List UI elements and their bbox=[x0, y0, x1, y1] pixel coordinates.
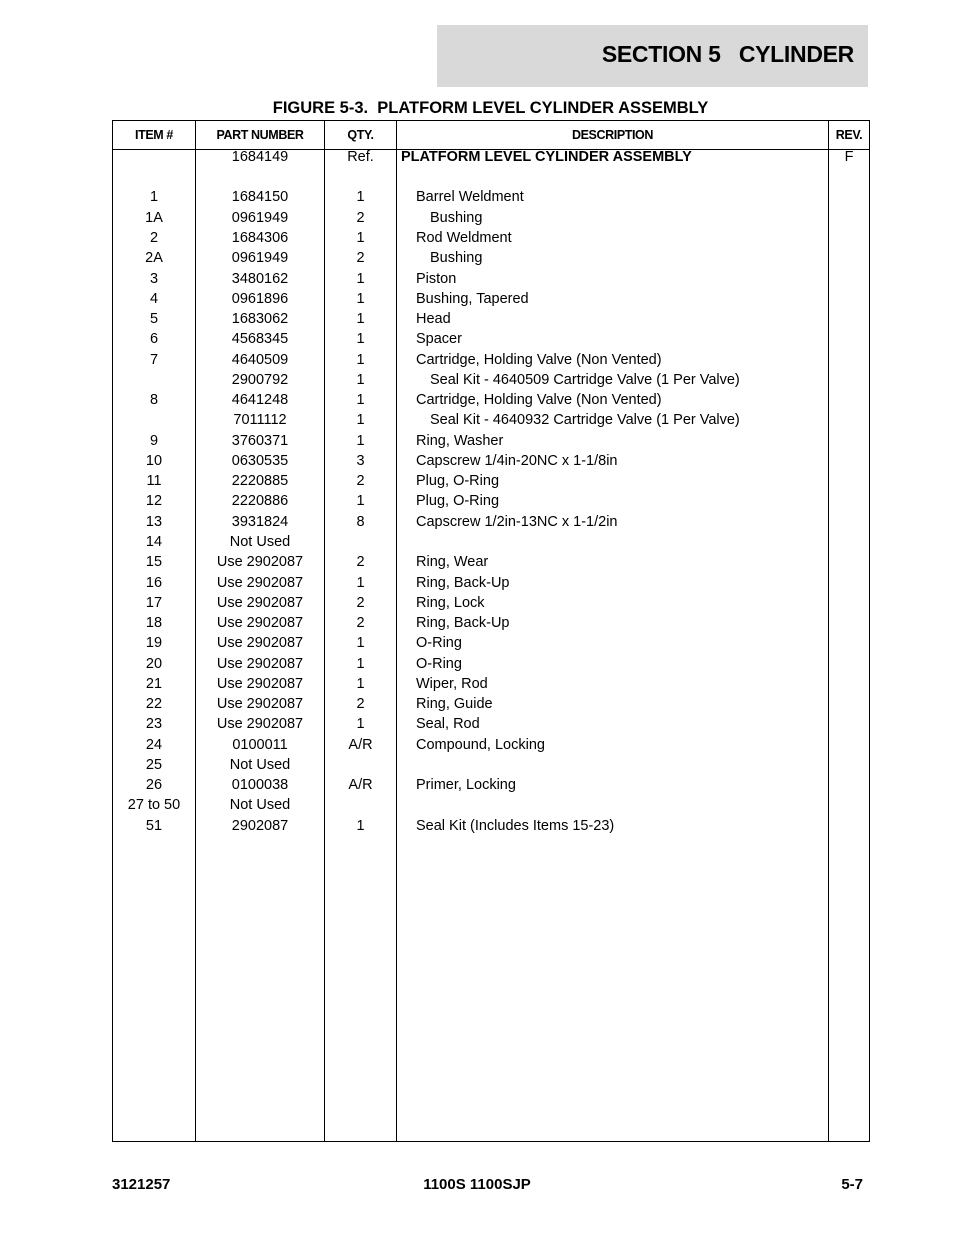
quantity: 1 bbox=[356, 230, 365, 246]
table-row bbox=[113, 532, 869, 552]
table-row bbox=[113, 431, 869, 451]
description: Ring, Wear bbox=[416, 554, 489, 570]
part-number: Use 2902087 bbox=[216, 575, 304, 591]
part-number: 1684306 bbox=[231, 230, 289, 246]
quantity: 1 bbox=[356, 656, 365, 672]
part-number: Use 2902087 bbox=[216, 635, 304, 651]
table-row bbox=[113, 633, 869, 653]
item-number: 6 bbox=[149, 331, 159, 347]
section-banner bbox=[437, 25, 868, 87]
part-number: Use 2902087 bbox=[216, 554, 304, 570]
description: Head bbox=[416, 311, 451, 327]
table-row bbox=[113, 694, 869, 714]
part-number: 1684149 bbox=[231, 149, 289, 165]
part-number: 1684150 bbox=[231, 189, 289, 205]
description: Compound, Locking bbox=[416, 737, 545, 753]
part-number: 2220886 bbox=[231, 493, 289, 509]
description: Ring, Lock bbox=[416, 595, 485, 611]
description: Seal Kit - 4640509 Cartridge Valve (1 Per Valve) bbox=[430, 372, 740, 388]
quantity: 1 bbox=[356, 493, 365, 509]
item-number: 9 bbox=[149, 433, 159, 449]
item-number: 8 bbox=[149, 392, 159, 408]
part-number: Not Used bbox=[229, 757, 291, 773]
table-row bbox=[113, 147, 869, 167]
quantity: 1 bbox=[356, 291, 365, 307]
item-number: 5 bbox=[149, 311, 159, 327]
table-row bbox=[113, 289, 869, 309]
table-row bbox=[113, 795, 869, 815]
table-row bbox=[113, 228, 869, 248]
item-number: 51 bbox=[145, 818, 163, 834]
quantity: 8 bbox=[356, 514, 365, 530]
part-number: 0961949 bbox=[231, 210, 289, 226]
part-number: 4568345 bbox=[231, 331, 289, 347]
description: Rod Weldment bbox=[416, 230, 512, 246]
quantity: 2 bbox=[356, 615, 365, 631]
part-number: 2220885 bbox=[231, 473, 289, 489]
quantity: 1 bbox=[356, 352, 365, 368]
quantity: A/R bbox=[348, 777, 373, 793]
table-row bbox=[113, 248, 869, 268]
description: Seal Kit (Includes Items 15-23) bbox=[416, 818, 615, 834]
part-number: 3480162 bbox=[231, 271, 289, 287]
part-number: 4640509 bbox=[231, 352, 289, 368]
item-number: 27 to 50 bbox=[127, 797, 181, 813]
table-row bbox=[113, 187, 869, 207]
table-row bbox=[113, 471, 869, 491]
description: Piston bbox=[416, 271, 457, 287]
header-qty: QTY. bbox=[347, 128, 374, 142]
item-number: 26 bbox=[145, 777, 163, 793]
table-row bbox=[113, 613, 869, 633]
table-row bbox=[113, 735, 869, 755]
quantity: 1 bbox=[356, 676, 365, 692]
quantity: 1 bbox=[356, 575, 365, 591]
item-number: 1 bbox=[149, 189, 159, 205]
part-number: 0100038 bbox=[231, 777, 289, 793]
part-number: Use 2902087 bbox=[216, 716, 304, 732]
description: Cartridge, Holding Valve (Non Vented) bbox=[416, 352, 662, 368]
quantity: 1 bbox=[356, 311, 365, 327]
part-number: 4641248 bbox=[231, 392, 289, 408]
description: Wiper, Rod bbox=[416, 676, 488, 692]
table-row bbox=[113, 370, 869, 390]
quantity: 3 bbox=[356, 453, 365, 469]
description: Capscrew 1/2in-13NC x 1-1/2in bbox=[416, 514, 618, 530]
part-number: Use 2902087 bbox=[216, 615, 304, 631]
quantity: 1 bbox=[356, 412, 365, 428]
table-row bbox=[113, 816, 869, 836]
quantity: 2 bbox=[356, 554, 365, 570]
table-row bbox=[113, 410, 869, 430]
footer-page-number: 5-7 bbox=[841, 1176, 863, 1193]
quantity: 1 bbox=[356, 635, 365, 651]
table-row bbox=[113, 593, 869, 613]
item-number: 3 bbox=[149, 271, 159, 287]
quantity: 2 bbox=[356, 595, 365, 611]
item-number: 20 bbox=[145, 656, 163, 672]
table-row bbox=[113, 654, 869, 674]
description: Plug, O-Ring bbox=[416, 493, 500, 509]
description: Cartridge, Holding Valve (Non Vented) bbox=[416, 392, 662, 408]
part-number: 1683062 bbox=[231, 311, 289, 327]
header-part-number: PART NUMBER bbox=[216, 128, 304, 142]
item-number: 21 bbox=[145, 676, 163, 692]
quantity: A/R bbox=[348, 737, 373, 753]
item-number: 18 bbox=[145, 615, 163, 631]
part-number: 0630535 bbox=[231, 453, 289, 469]
table-row bbox=[113, 390, 869, 410]
description: O-Ring bbox=[416, 656, 462, 672]
item-number: 4 bbox=[149, 291, 159, 307]
description: Seal, Rod bbox=[416, 716, 480, 732]
quantity: 1 bbox=[356, 716, 365, 732]
description: Ring, Washer bbox=[416, 433, 504, 449]
quantity: 1 bbox=[356, 433, 365, 449]
description: Barrel Weldment bbox=[416, 189, 524, 205]
table-row bbox=[113, 491, 869, 511]
item-number: 23 bbox=[145, 716, 163, 732]
quantity: 1 bbox=[356, 331, 365, 347]
quantity: 2 bbox=[356, 250, 365, 266]
description: Bushing, Tapered bbox=[416, 291, 529, 307]
description: Ring, Back-Up bbox=[416, 615, 510, 631]
part-number: Use 2902087 bbox=[216, 595, 304, 611]
parts-table bbox=[112, 120, 870, 1142]
quantity: 1 bbox=[356, 372, 365, 388]
description: Bushing bbox=[430, 250, 483, 266]
item-number: 24 bbox=[145, 737, 163, 753]
part-number: 0100011 bbox=[232, 737, 288, 753]
item-number: 2A bbox=[145, 250, 163, 266]
header-rev: REV. bbox=[835, 128, 863, 142]
revision: F bbox=[844, 149, 854, 165]
description: Capscrew 1/4in-20NC x 1-1/8in bbox=[416, 453, 618, 469]
description: Bushing bbox=[430, 210, 483, 226]
item-number: 13 bbox=[145, 514, 163, 530]
table-row bbox=[113, 775, 869, 795]
part-number: 0961896 bbox=[231, 291, 289, 307]
table-row bbox=[113, 755, 869, 775]
table-row bbox=[113, 451, 869, 471]
footer-model: 1100S 1100SJP bbox=[423, 1176, 531, 1193]
table-row bbox=[113, 309, 869, 329]
item-number: 2 bbox=[149, 230, 159, 246]
item-number: 17 bbox=[145, 595, 163, 611]
item-number: 14 bbox=[145, 534, 163, 550]
table-row bbox=[113, 674, 869, 694]
item-number: 11 bbox=[146, 473, 162, 489]
part-number: Use 2902087 bbox=[216, 696, 304, 712]
header-description: DESCRIPTION bbox=[571, 128, 654, 142]
footer-doc-number: 3121257 bbox=[112, 1176, 171, 1193]
description: Ring, Back-Up bbox=[416, 575, 510, 591]
table-row bbox=[113, 552, 869, 572]
table-row bbox=[113, 208, 869, 228]
quantity: 2 bbox=[356, 210, 365, 226]
part-number: 2900792 bbox=[231, 372, 289, 388]
table-row bbox=[113, 350, 869, 370]
quantity: 2 bbox=[356, 473, 365, 489]
item-number: 16 bbox=[145, 575, 163, 591]
quantity: 1 bbox=[356, 271, 365, 287]
part-number: Use 2902087 bbox=[216, 676, 304, 692]
item-number: 7 bbox=[149, 352, 159, 368]
quantity: Ref. bbox=[347, 149, 374, 165]
description: Primer, Locking bbox=[416, 777, 516, 793]
table-row bbox=[113, 573, 869, 593]
item-number: 15 bbox=[145, 554, 163, 570]
table-row bbox=[113, 512, 869, 532]
quantity: 2 bbox=[356, 696, 365, 712]
description: O-Ring bbox=[416, 635, 462, 651]
item-number: 12 bbox=[145, 493, 163, 509]
description: PLATFORM LEVEL CYLINDER ASSEMBLY bbox=[401, 149, 692, 165]
description: Ring, Guide bbox=[416, 696, 493, 712]
description: Seal Kit - 4640932 Cartridge Valve (1 Per Valve) bbox=[430, 412, 740, 428]
item-number: 1A bbox=[145, 210, 163, 226]
part-number: 0961949 bbox=[231, 250, 289, 266]
description: Spacer bbox=[416, 331, 462, 347]
figure-title: FIGURE 5-3. PLATFORM LEVEL CYLINDER ASSEMBLY bbox=[272, 99, 709, 117]
table-row bbox=[113, 329, 869, 349]
item-number: 19 bbox=[145, 635, 163, 651]
table-row bbox=[113, 714, 869, 734]
quantity: 1 bbox=[356, 818, 365, 834]
description: Plug, O-Ring bbox=[416, 473, 500, 489]
part-number: 2902087 bbox=[231, 818, 289, 834]
part-number: 7011112 bbox=[233, 412, 287, 428]
quantity: 1 bbox=[356, 189, 365, 205]
part-number: Not Used bbox=[229, 534, 291, 550]
item-number: 22 bbox=[145, 696, 163, 712]
part-number: Not Used bbox=[229, 797, 291, 813]
quantity: 1 bbox=[356, 392, 365, 408]
part-number: Use 2902087 bbox=[216, 656, 304, 672]
item-number: 25 bbox=[145, 757, 163, 773]
header-item: ITEM # bbox=[135, 128, 173, 142]
section-title: SECTION 5 CYLINDER bbox=[601, 41, 854, 67]
item-number: 10 bbox=[145, 453, 163, 469]
part-number: 3760371 bbox=[231, 433, 289, 449]
table-row bbox=[113, 269, 869, 289]
part-number: 3931824 bbox=[231, 514, 289, 530]
